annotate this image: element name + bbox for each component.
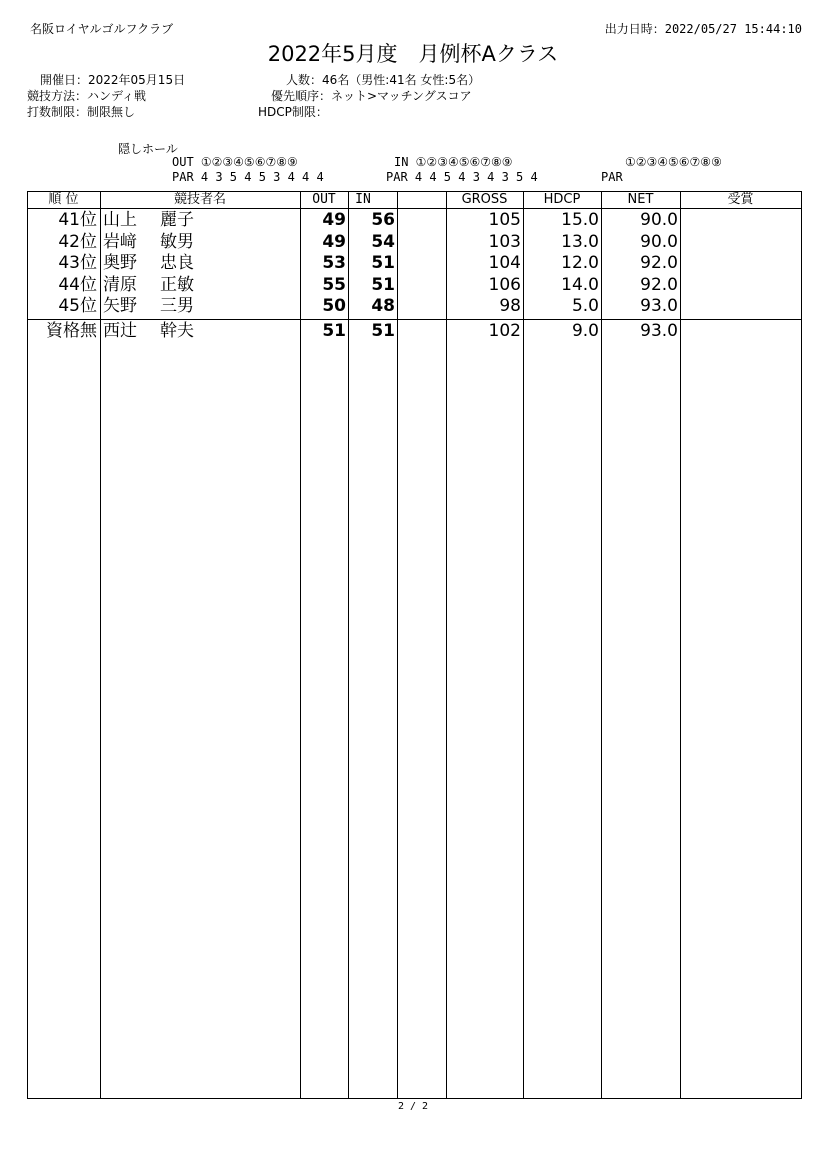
- third-par: PAR: [601, 170, 623, 184]
- rank-cell: 資格無: [46, 321, 97, 341]
- rank-cell: 43位: [58, 253, 97, 273]
- surname-cell: 岩﨑: [103, 231, 137, 252]
- surname-cell: 矢野: [103, 296, 137, 316]
- net-cell: 93.0: [640, 321, 678, 341]
- col-header-hdcp: HDCP: [543, 192, 581, 207]
- out-score-cell: 53: [322, 253, 346, 273]
- in-score-cell: 48: [371, 296, 395, 316]
- rank-cell: 45位: [58, 296, 97, 316]
- priority-order: 優先順序：ネット>マッチングスコア: [271, 89, 472, 103]
- net-cell: 90.0: [640, 231, 678, 252]
- in-score-cell: 54: [371, 231, 395, 252]
- output-timestamp: 出力日時：2022/05/27 15:44:10: [604, 22, 802, 36]
- surname-cell: 清原: [103, 274, 137, 295]
- given-name-cell: 三男: [160, 296, 194, 316]
- hidden-holes-label: 隠しホール: [118, 142, 178, 156]
- gross-cell: 106: [488, 274, 521, 295]
- net-cell: 92.0: [640, 274, 678, 295]
- event-date: 開催日：2022年05月15日: [40, 73, 186, 87]
- participant-count: 人数：46名（男性:41名 女性:5名）: [286, 73, 481, 87]
- rank-cell: 41位: [58, 210, 97, 230]
- col-header-net: NET: [627, 192, 654, 207]
- col-header-award: 受賞: [727, 192, 754, 207]
- out-par: PAR 4 3 5 4 5 3 4 4 4: [172, 170, 324, 184]
- col-header-rank: 順 位: [48, 192, 79, 207]
- hdcp-cell: 5.0: [571, 296, 599, 316]
- rank-cell: 42位: [58, 231, 97, 252]
- given-name-cell: 忠良: [160, 253, 194, 273]
- net-cell: 90.0: [640, 210, 678, 230]
- hdcp-limit: HDCP制限：: [258, 105, 328, 119]
- page-number: 2 / 2: [397, 1101, 429, 1112]
- net-cell: 92.0: [640, 253, 678, 273]
- gross-cell: 98: [499, 296, 521, 316]
- in-score-cell: 51: [371, 253, 395, 273]
- gross-cell: 102: [488, 321, 521, 341]
- in-hidden-holes: IN ①②③④⑤⑥⑦⑧⑨: [394, 155, 513, 169]
- given-name-cell: 敏男: [160, 231, 194, 252]
- hdcp-cell: 9.0: [571, 321, 599, 341]
- col-header-out: OUT: [312, 192, 336, 207]
- in-score-cell: 51: [371, 321, 395, 341]
- gross-cell: 103: [488, 231, 521, 252]
- hdcp-cell: 13.0: [561, 231, 599, 252]
- surname-cell: 山上: [103, 210, 137, 230]
- col-header-in: IN: [355, 192, 371, 207]
- given-name-cell: 幹夫: [160, 321, 194, 341]
- competition-method: 競技方法：ハンディ戦: [27, 89, 147, 103]
- page-title: 2022年5月度 月例杯Aクラス: [267, 42, 559, 66]
- hdcp-cell: 15.0: [561, 210, 599, 230]
- col-header-name: 競技者名: [173, 192, 226, 207]
- in-score-cell: 51: [371, 274, 395, 295]
- out-score-cell: 51: [322, 321, 346, 341]
- hdcp-cell: 12.0: [561, 253, 599, 273]
- surname-cell: 奥野: [103, 253, 137, 273]
- rank-cell: 44位: [58, 274, 97, 295]
- given-name-cell: 正敏: [160, 274, 194, 295]
- out-score-cell: 50: [322, 296, 346, 316]
- out-score-cell: 49: [322, 210, 346, 230]
- hdcp-cell: 14.0: [561, 274, 599, 295]
- out-score-cell: 55: [322, 274, 346, 295]
- third-hidden-holes: ①②③④⑤⑥⑦⑧⑨: [625, 155, 722, 169]
- net-cell: 93.0: [640, 296, 678, 316]
- gross-cell: 105: [488, 210, 521, 230]
- in-score-cell: 56: [371, 210, 395, 230]
- col-header-gross: GROSS: [461, 192, 508, 207]
- out-score-cell: 49: [322, 231, 346, 252]
- gross-cell: 104: [488, 253, 521, 273]
- stroke-limit: 打数制限：制限無し: [27, 105, 136, 119]
- club-name: 名阪ロイヤルゴルフクラブ: [30, 22, 174, 36]
- out-hidden-holes: OUT ①②③④⑤⑥⑦⑧⑨: [172, 155, 298, 169]
- surname-cell: 西辻: [103, 321, 137, 341]
- given-name-cell: 麗子: [160, 210, 194, 230]
- in-par: PAR 4 4 5 4 3 4 3 5 4: [386, 170, 538, 184]
